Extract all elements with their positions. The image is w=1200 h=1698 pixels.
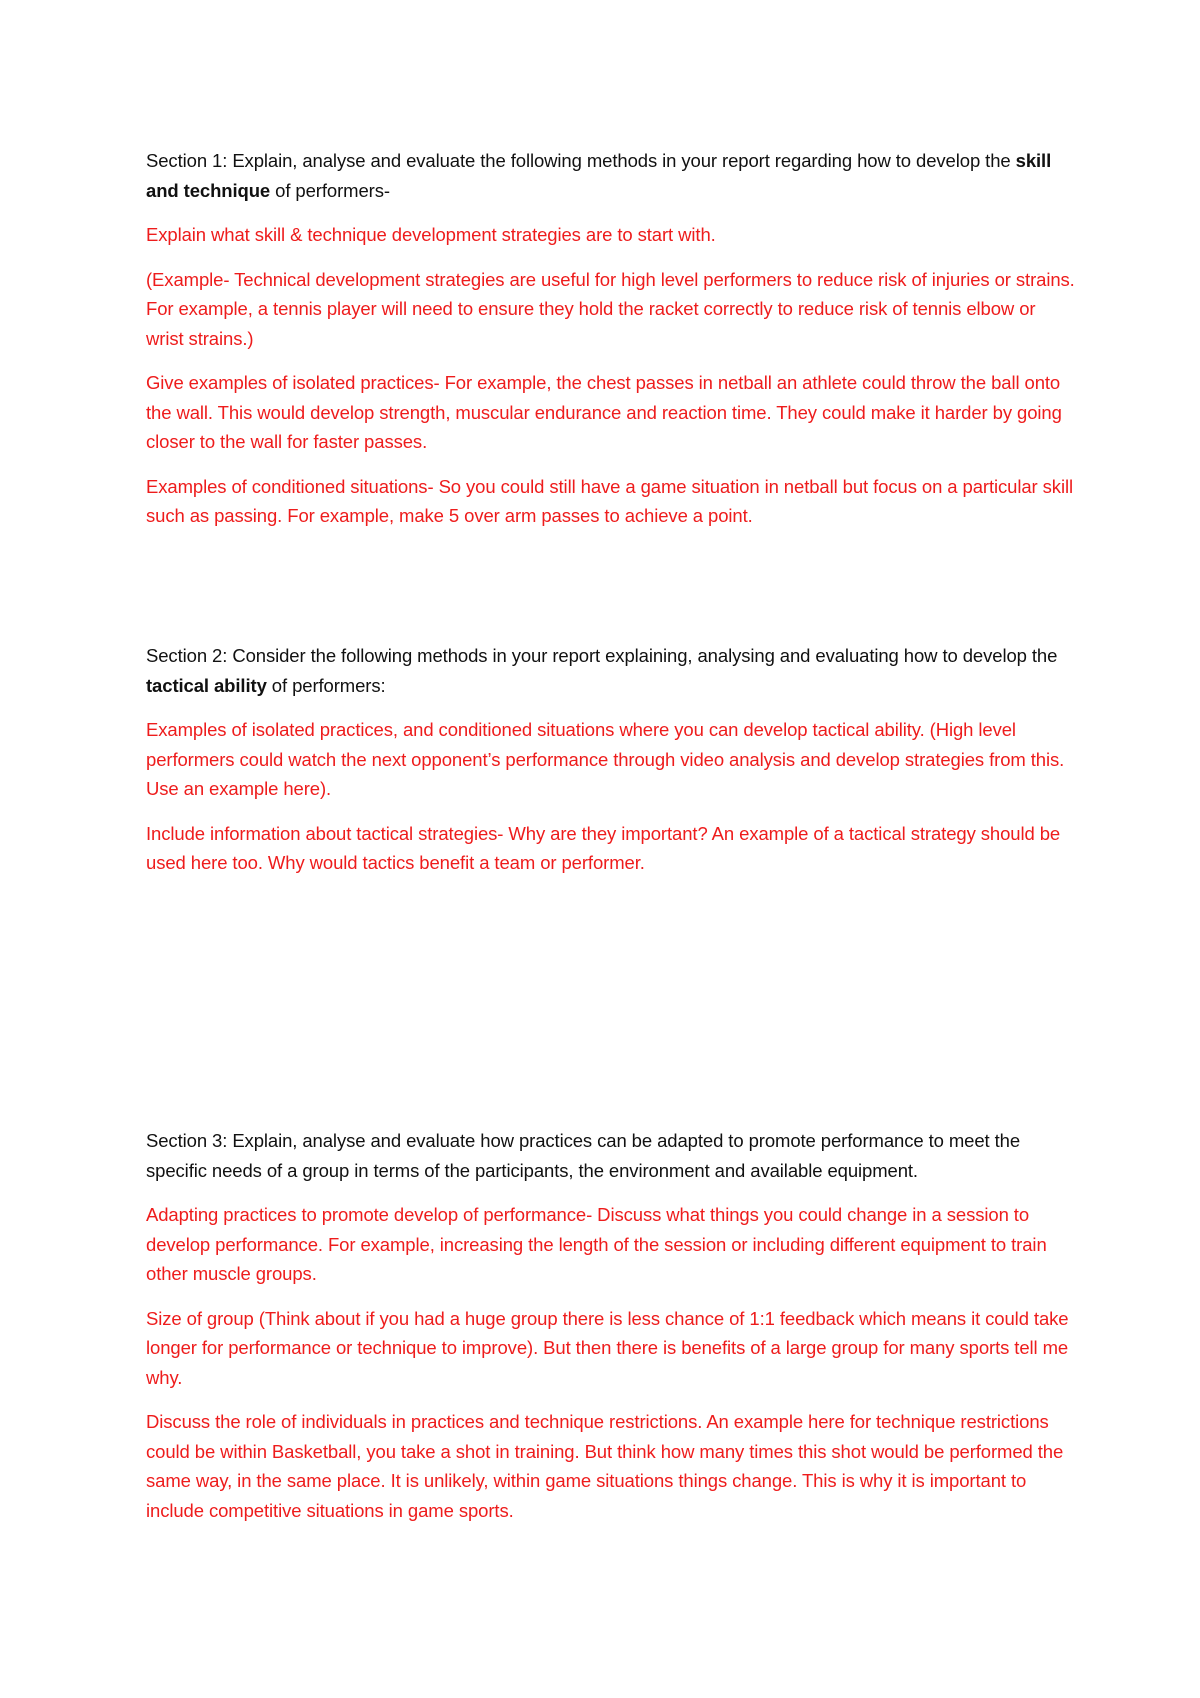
section-1-point: Examples of conditioned situations- So you could still have a game situation in netball but focus on a particular skill such as passing. For example, make 5 over arm passes to achieve a point. (146, 475, 1073, 526)
section-1-point: Give examples of isolated practices- For example, the chest passes in netball an athlete could throw the ball onto the wall. This would develop strength, muscular endurance and reaction time. They could make it harder by going closer to the wall for faster passes. (146, 372, 1062, 452)
section-3-point: Size of group (Think about if you had a huge group there is less chance of 1:1 feedback which means it could take longer for performance or technique to improve). But then there is benefits of a large group for many sports tell me why. (146, 1307, 1069, 1388)
section-2-heading-text: Section 2: Consider the following methods in your report explaining, analysing and evaluating how to develop the (146, 645, 1058, 666)
section-1-heading (146, 146, 1076, 205)
section-3 (146, 1126, 1076, 1540)
section-1-point: Explain what skill & technique development strategies are to start with. (146, 224, 716, 245)
section-3-heading: Section 3: Explain, analyse and evaluate how practices can be adapted to promote performance to meet the specific needs of a group in terms of the participants, the environment and available equipment. (146, 1130, 1021, 1181)
section-2-heading (146, 641, 1076, 700)
section-2-point: Examples of isolated practices, and conditioned situations where you can develop tactical ability. (High level performers could watch the next opponent’s performance through video analysis and develop strategies from this. Use an example here). (146, 719, 1065, 799)
section-1-point: (Example- Technical development strategies are useful for high level performers to reduce risk of injuries or strains. For example, a tennis player will need to ensure they hold the racket correctly to reduce risk of tennis elbow or wrist strains.) (146, 268, 1075, 349)
section-1-heading-end: of performers- (270, 179, 390, 201)
section-2-heading-bold: tactical ability (146, 674, 267, 696)
section-2-heading-end: of performers: (266, 674, 386, 696)
section-1-heading-bold: skill and technique (146, 150, 1052, 201)
section-2 (146, 641, 1076, 893)
section-2-point: Include information about tactical strategies- Why are they important? An example of a tactical strategy should be used here too. Why would tactics benefit a team or performer. (146, 822, 1061, 873)
section-1-heading-text: Section 1: Explain, analyse and evaluate the following methods in your report regarding how to develop the (146, 150, 1016, 171)
section-1 (146, 146, 1076, 546)
section-3-point: Discuss the role of individuals in practices and technique restrictions. An example here for technique restrictions could be within Basketball, you take a shot in training. But think how many times this shot would be performed the same way, in the same place. It is unlikely, within game situations things change. This is why it is important to include competitive situations in game sports. (146, 1411, 1064, 1521)
section-3-point: Adapting practices to promote develop of performance- Discuss what things you could change in a session to develop performance. For example, increasing the length of the session or including different equipment to train other muscle groups. (146, 1204, 1047, 1284)
